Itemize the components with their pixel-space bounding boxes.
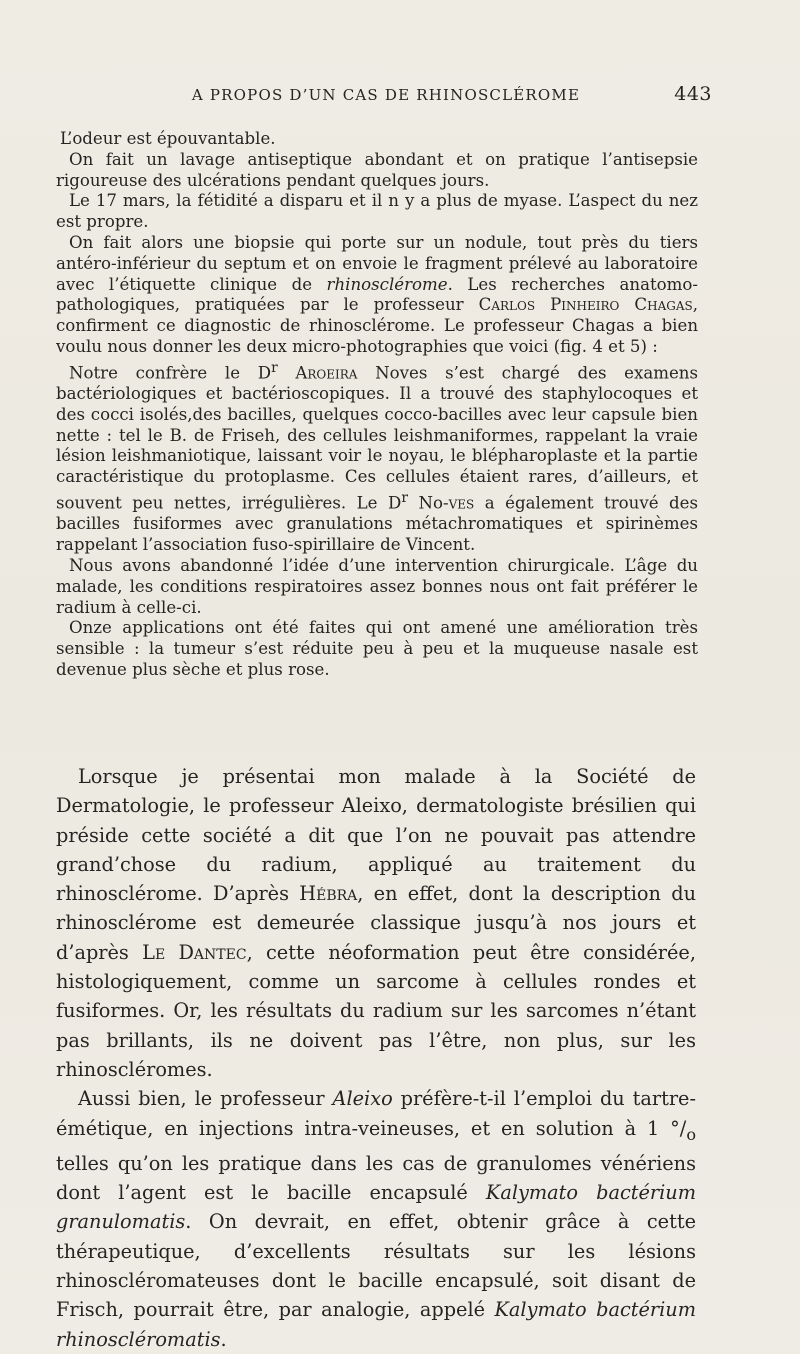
paragraph-intervention: Nous avons abandonné l’idée d’une intervention chirurgicale. L’âge du malade, les conditions respiratoires assez bonnes nous ont fait préférer le radium à celle-ci. [56,556,698,617]
author-name: Le Dantec [142,940,247,964]
running-head: A PROPOS D’UN CAS DE RHINOSCLÉROME [191,86,581,104]
text-run: Lorsque je présentai mon malade à la Société de Dermatologie, le professeur Aleixo, dermatologiste brésilien qui préside cette société a dit que l’on ne pouvait pas attendre grand’chose du radium, appliqué au traitement du rhinosclérome. D’après [56,765,696,906]
page-header [60,83,712,112]
paragraph-odeur: L’odeur est épouvantable. [60,129,276,148]
text-run: telles qu’on les pratique dans les cas de granulomes vénériens dont l’agent est le bacille encapsulé [56,1151,696,1205]
paragraph-biopsie [56,233,698,358]
author-name: Carlos Pinheiro Chagas [478,295,693,315]
text-run [278,363,296,382]
paragraph-17-mars: Le 17 mars, la fétidité a disparu et il n y a plus de myase. L’aspect du nez est propre. [56,191,698,232]
author-name: Aroeira [295,363,358,383]
text-run: préfère-t-il l’emploi du tartre-émétique, en injections intra-veineuses, et en solution à 1 °/ [56,1087,696,1140]
text-run: , cette néoformation peut être considérée, histologiquement, comme un sarcome à cellules rondes et fusiformes. Or, les résultats du radium sur les sarcomes n’étant pas brillants, ils ne doivent pas l’être, non plus, sur les rhinoscléromes. [56,940,696,1081]
paragraph-examens [56,358,698,556]
author-name: Hébra [299,882,358,906]
text-run: Noves s’est chargé des examens bactériologiques et bactérioscopiques. Il a trouvé des staphylocoques et des cocci isolés,des bacilles, quelques cocco-bacilles avec leur capsule bien nette : tel le B. de Friseh, des cellules leishmaniformes, rappelant la vraie lésion leishmaniotique, laissant voir le noyau, le blépharoplaste et la partie caractéristique du protoplasme. Ces cellules étaient rares, d’ailleurs, et souvent peu nettes, irrégulières. Le D [56,363,698,513]
text-run: . Les recherches anatomo-pathologiques, pratiquées par le professeur [56,274,698,315]
text-run: , confirment ce diagnostic de rhinosclérome. Le professeur Chagas a bien voulu nous donner les deux micro-photographies que voici (fig. 4 et 5) : [56,295,698,356]
italic-term: Kalymato bactérium granulomatis [56,1181,696,1234]
paragraph-applications: Onze applications ont été faites qui ont amené une amélioration très sensible : la tumeur s’est réduite peu à peu et la muqueuse nasale est devenue plus sèche et plus rose. [56,618,698,679]
text-run: Aussi bien, le professeur [78,1087,333,1111]
paragraph-tartre-emetique [56,1084,696,1354]
superscript: r [401,490,408,507]
paragraph-societe [56,762,696,1084]
italic-term: Kalymato bactérium rhinoscléromatis [56,1298,696,1351]
text-run: No- [407,493,449,513]
case-notes-section [56,129,698,681]
discussion-section [56,762,696,1354]
page-number: 443 [674,83,712,105]
superscript: r [271,359,278,376]
text-run: a également trouvé des bacilles fusiformes avec granulations métachromatiques et spirinèmes rappelant l’association fuso-spirillaire de Vincent. [56,493,699,555]
author-name: ves [448,493,475,513]
text-run: . On devrait, en effet, obtenir grâce à cette thérapeutique, d’excellents résultats sur les lésions rhinoscléromateuses dont le bacille encapsulé, soit disant de Frisch, pourrait être, par analogie, appelé [56,1210,696,1322]
text-run: On fait alors une biopsie qui porte sur un nodule, tout près du tiers antéro-inférieur du septum et on envoie le fragment prélevé au laboratoire avec l’étiquette clinique de [56,232,698,294]
paragraph-lavage: On fait un lavage antiseptique abondant et on pratique l’antisepsie rigoureuse des ulcérations pendant quelques jours. [56,149,698,190]
italic-term: rhinosclérome [326,274,448,294]
text-run: , en effet, dont la description du rhinosclérome est demeurée classique jusqu’à nos jours et d’après [56,882,696,964]
text-run: Notre confrère le D [69,363,272,383]
italic-name: Aleixo [332,1087,393,1111]
subscript: o [686,1124,696,1144]
text-run: . [220,1327,227,1351]
